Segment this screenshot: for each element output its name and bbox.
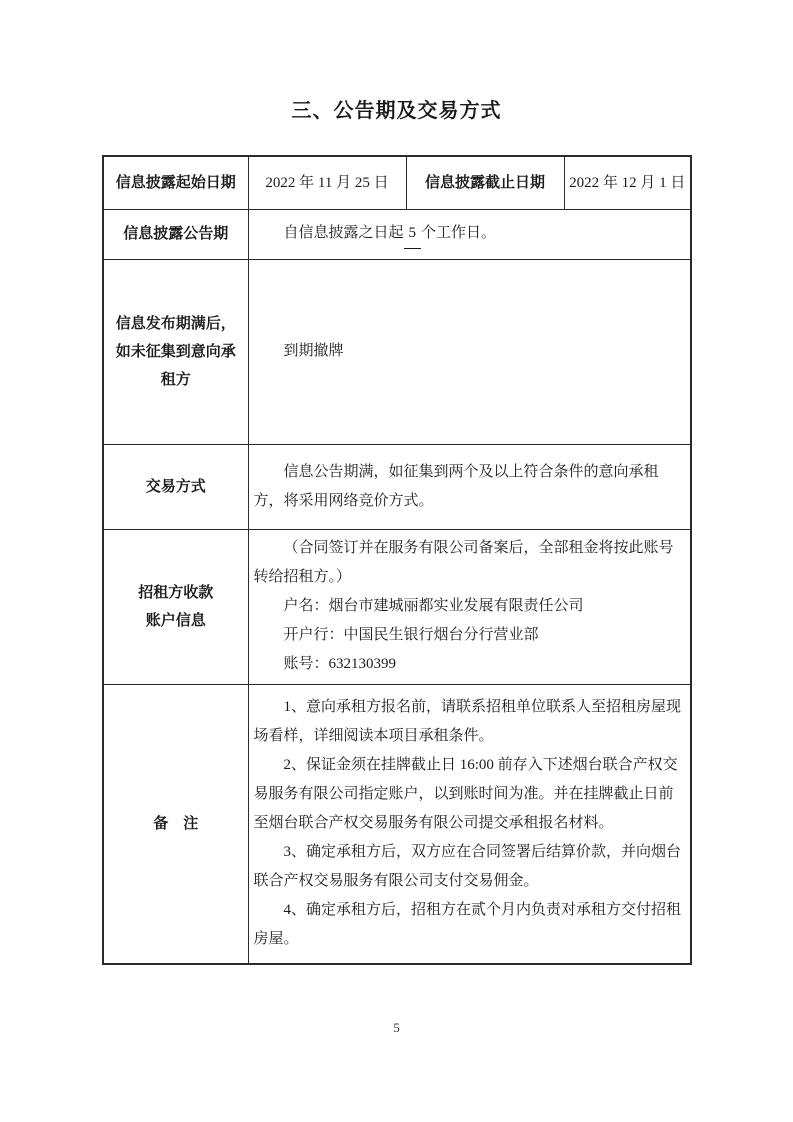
disclosure-end-date-value: 2022 年 12 月 1 日 [564,156,691,209]
page-number: 5 [393,1020,400,1035]
announcement-table [102,155,692,965]
remarks-label: 备 注 [103,684,248,964]
payee-account-label-line1: 招租方收款 [138,584,214,601]
remark-item-1: 1、意向承租方报名前，请联系招租单位联系人至招租房屋现场看样，详细阅读本项目承租条件。 [253,699,682,745]
table-row [103,684,691,964]
remark-item-2: 2、保证金须在挂牌截止日 16:00 前存入下述烟台联合产权交易服务有限公司指定账户，以到账时间为准。并在挂牌截止日前至烟台联合产权交易服务有限公司提交承租报名材料。 [253,757,678,832]
disclosure-period-days-underlined: 5 [404,219,422,249]
disclosure-start-date-value: 2022 年 11 月 25 日 [248,156,406,209]
payee-account-label-line2: 账户信息 [145,612,206,629]
payee-account-name: 户名：烟台市建城丽都实业发展有限责任公司 [283,598,584,614]
no-tenant-found-value: 到期撤牌 [283,343,344,359]
remark-item-4: 4、确定承租方后，招租方在贰个月内负责对承租方交付招租房屋。 [253,902,682,948]
disclosure-period-label: 信息披露公告期 [103,209,248,259]
payee-account-label [103,529,248,684]
no-tenant-found-label: 信息发布期满后，如未征集到意向承租方 [103,259,248,444]
disclosure-end-date-label: 信息披露截止日期 [406,156,564,209]
disclosure-start-date-label: 信息披露起始日期 [103,156,248,209]
disclosure-period-prefix: 自信息披露之日起 [283,225,404,241]
payee-account-cell [248,529,691,684]
payee-account-number: 账号：632130399 [283,656,397,672]
disclosure-period-suffix: 个工作日。 [421,225,497,241]
remark-item-3: 3、确定承租方后，双方应在合同签署后结算价款，并向烟台联合产权交易服务有限公司支付交易佣金。 [253,844,682,890]
disclosure-period-value [254,219,683,249]
disclosure-period-cell [248,209,691,259]
table-row [103,209,691,259]
table-row [103,259,691,444]
remarks-cell [248,684,691,964]
payee-account-note: （合同签订并在服务有限公司备案后，全部租金将按此账号转给招租方。） [253,540,674,585]
transaction-method-label: 交易方式 [103,444,248,529]
table-row [103,156,691,209]
table-row [103,529,691,684]
transaction-method-cell [248,444,691,529]
table-row [103,444,691,529]
no-tenant-found-cell [248,259,691,444]
page-title: 三、公告期及交易方式 [291,100,502,122]
payee-account-bank: 开户行：中国民生银行烟台分行营业部 [283,627,539,643]
transaction-method-value: 信息公告期满，如征集到两个及以上符合条件的意向承租方，将采用网络竞价方式。 [253,463,659,509]
